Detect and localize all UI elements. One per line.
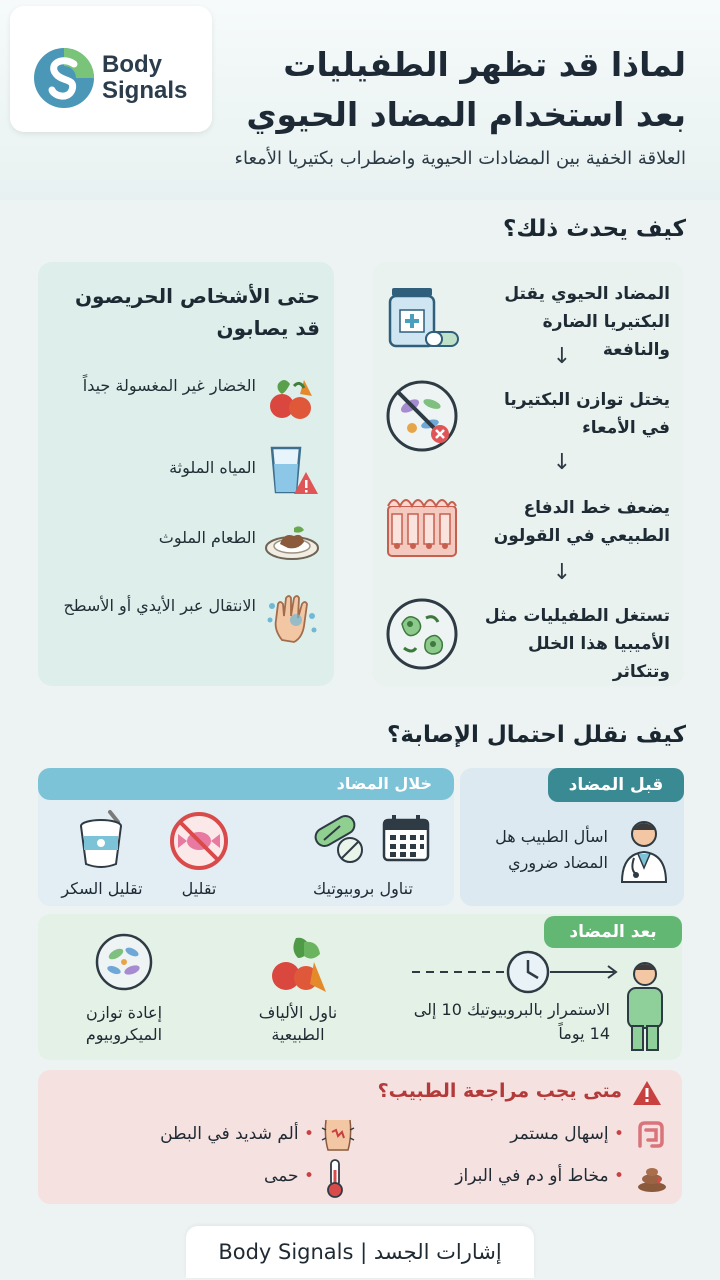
water-warning-icon [264, 442, 320, 498]
microbiome-icon [94, 932, 154, 992]
clock-timeline-icon [410, 948, 624, 996]
risk-food-text: الطعام الملوث [158, 528, 256, 547]
doctor-icon [616, 816, 672, 886]
warning-icon [632, 1080, 662, 1106]
before-tag: قبل المضاد [548, 768, 684, 802]
after-tag: بعد المضاد [544, 916, 682, 948]
warn-diarrhea-text: إسهال مستمر [510, 1124, 609, 1144]
risk-hands-text: الانتقال عبر الأيدي أو الأسطح [63, 596, 256, 615]
probiotic-pills-icon [310, 814, 368, 866]
yogurt-icon [76, 808, 126, 870]
after-card [38, 914, 682, 1060]
fiber-vegetables-icon [266, 934, 330, 998]
food-plate-icon [264, 512, 320, 568]
step-3-text: يضعف خط الدفاع الطبيعي في القولون [493, 498, 670, 546]
logo-line-2: Signals [102, 77, 188, 104]
step-arrow-1: ↓ [552, 344, 572, 369]
logo-line-1: Body [102, 51, 162, 78]
bullet-icon: • [613, 1124, 624, 1144]
warn-fever-text: حمى [264, 1166, 299, 1186]
doctor-title: متى يجب مراجعة الطبيب؟ [377, 1080, 622, 1102]
warn-diarrhea-item [424, 1124, 624, 1144]
footer-brand: إشارات الجسد | Body Signals [186, 1226, 534, 1278]
bullet-icon: • [303, 1124, 314, 1144]
page-title [216, 40, 686, 140]
abdomen-pain-icon [320, 1118, 356, 1152]
warn-mucus-text: مخاط أو دم في البراز [455, 1166, 609, 1186]
warn-pain-item [118, 1124, 314, 1144]
warn-mucus-item [384, 1166, 624, 1186]
vegetables-icon [264, 370, 320, 426]
colon-lining-icon [382, 484, 462, 564]
doctor-warning-card [38, 1070, 682, 1204]
step-4-text: تستغل الطفيليات مثل الأميبيا هذا الخلل وتتكاثر [484, 606, 670, 682]
warn-fever-item [238, 1166, 314, 1186]
step-2-text: يختل توازن البكتيريا في الأمعاء [503, 390, 670, 438]
step-arrow-2: ↓ [552, 450, 572, 475]
during-card [38, 768, 454, 906]
during-reduce-text: تقليل [181, 879, 217, 898]
after-probiotic-text: الاستمرار بالبروبيوتيك 10 إلى 14 يوماً [413, 1000, 610, 1043]
hand-germs-icon [264, 590, 320, 646]
body-signals-logo-icon [32, 46, 96, 110]
pill-bottle-icon [382, 274, 462, 354]
page-subtitle: العلاقة الخفية بين المضادات الحيوية واضطراب بكتيريا الأمعاء [234, 148, 686, 169]
no-candy-icon [168, 810, 230, 872]
after-fiber-text: ناول الألياف الطبيعية [258, 1003, 338, 1044]
page-title-line-1: لماذا قد تظهر الطفيليات [283, 45, 686, 84]
careful-title: حتى الأشخاص الحريصون قد يصابون [74, 284, 320, 340]
intestine-icon [636, 1120, 666, 1150]
before-card [460, 768, 684, 906]
calendar-icon [380, 812, 432, 864]
step-arrow-3: ↓ [552, 560, 572, 585]
steps-card [372, 262, 684, 686]
logo-card [10, 6, 212, 132]
after-microbiome-text: إعادة توازن الميكروبيوم [85, 1003, 163, 1044]
risk-vegetables-text: الخضار غير المغسولة جيداً [82, 376, 256, 395]
warn-pain-text: ألم شديد في البطن [160, 1124, 299, 1144]
bullet-icon: • [303, 1166, 314, 1186]
before-text: اسأل الطبيب هل المضاد ضروري [495, 827, 608, 872]
during-probiotic-text: تناول بروبيوتيك [313, 879, 413, 898]
thermometer-icon [324, 1158, 346, 1198]
reduce-heading: كيف نقلل احتمال الإصابة؟ [387, 722, 686, 748]
bullet-icon: • [613, 1166, 624, 1186]
risk-water-text: المياه الملوثة [169, 458, 256, 477]
during-sugar-text: تقليل السكر [61, 879, 143, 898]
logo-wordmark [102, 52, 212, 104]
parasites-icon [382, 594, 462, 674]
page-title-line-2: بعد استخدام المضاد الحيوي [246, 95, 686, 134]
careful-card [38, 262, 334, 686]
stool-icon [636, 1162, 668, 1192]
person-icon [622, 960, 668, 1052]
during-tag: خلال المضاد [38, 768, 454, 800]
step-1-text: المضاد الحيوي يقتل البكتيريا الضارة والنافعة [504, 284, 670, 360]
bacteria-crossed-icon [382, 376, 462, 456]
how-heading: كيف يحدث ذلك؟ [503, 216, 686, 242]
